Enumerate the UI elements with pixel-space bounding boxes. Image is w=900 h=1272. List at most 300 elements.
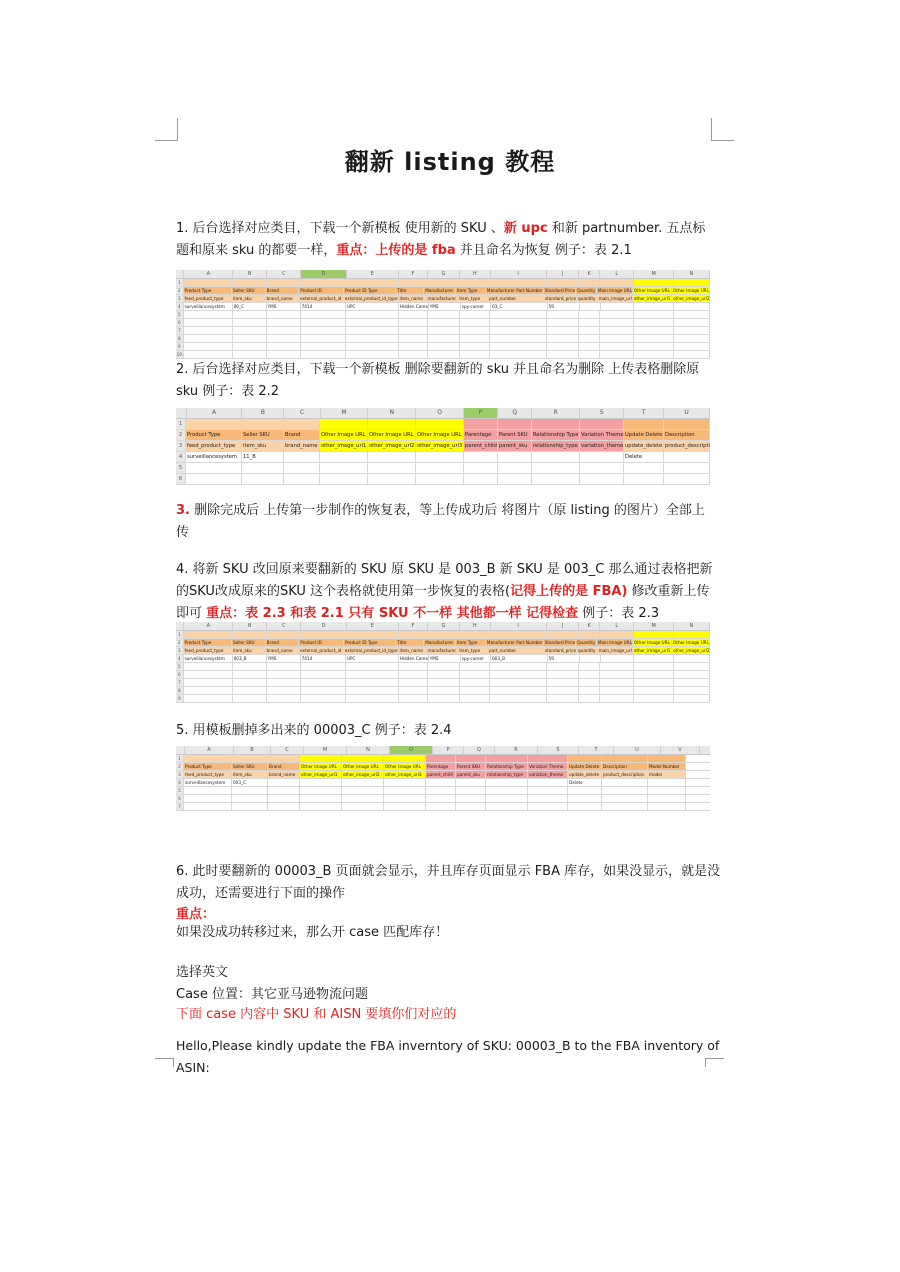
table-cell xyxy=(267,631,301,638)
table-cell: Brand xyxy=(284,430,320,440)
table-cell xyxy=(674,351,710,358)
table-cell xyxy=(547,319,579,326)
table-cell xyxy=(600,663,634,670)
table-cell xyxy=(648,787,686,794)
table-cell xyxy=(674,663,710,670)
table-cell: 7414 xyxy=(301,655,346,662)
table-cell xyxy=(600,279,634,286)
table-cell xyxy=(242,463,284,473)
row-number: 7 xyxy=(176,679,184,686)
row-number-corner xyxy=(176,408,187,418)
table-cell: Brand xyxy=(266,287,300,294)
table-cell: Other Image URL xyxy=(633,287,672,294)
table-cell xyxy=(580,419,624,429)
table-cell: parent_child xyxy=(426,771,456,778)
table-cell: product_descripti xyxy=(665,443,710,449)
row-number: 4 xyxy=(176,655,184,662)
table-cell xyxy=(464,463,498,473)
table-cell xyxy=(460,663,490,670)
table-cell: 11_B xyxy=(242,452,284,462)
table-cell xyxy=(547,351,579,358)
table-cell xyxy=(634,335,674,342)
table-cell xyxy=(233,631,267,638)
table-cell xyxy=(233,679,267,686)
table-cell: parent_sku xyxy=(456,771,486,778)
column-letter: C xyxy=(267,622,301,630)
table-row xyxy=(176,787,710,795)
table-cell xyxy=(301,351,346,358)
table-cell xyxy=(460,335,490,342)
table-cell xyxy=(428,695,460,702)
key-point-text: 如果没成功转移过来，那么开 case 匹配库存！ xyxy=(176,925,449,940)
table-cell: Other Image URL xyxy=(300,763,342,770)
table-cell: Product ID Type xyxy=(344,639,396,646)
step-4-text-cont: 修改重新上传即可 xyxy=(176,584,710,621)
row-number-corner xyxy=(176,622,184,630)
table-cell xyxy=(346,311,399,318)
table-cell: item_sku xyxy=(232,295,266,302)
table-cell xyxy=(490,679,547,686)
table-cell: Update Delete xyxy=(568,763,602,770)
table-cell xyxy=(384,755,426,762)
table-cell xyxy=(428,311,460,318)
table-cell: relationship_type xyxy=(486,771,528,778)
table-cell xyxy=(346,351,399,358)
table-cell xyxy=(267,279,301,286)
table-cell: Other Image URL xyxy=(368,430,416,440)
table-cell xyxy=(342,755,384,762)
table-cell: Title xyxy=(396,639,424,646)
column-letter: R xyxy=(532,408,580,418)
table-cell xyxy=(568,803,602,810)
table-cell xyxy=(498,463,532,473)
table-cell xyxy=(634,687,674,694)
table-cell: item_name xyxy=(399,295,427,302)
table-cell xyxy=(301,343,346,350)
table-cell xyxy=(428,279,460,286)
table-cell: feed_product_type xyxy=(184,295,232,302)
table-cell: Brand xyxy=(268,763,300,770)
column-letter: C xyxy=(284,408,320,418)
table-cell xyxy=(634,311,674,318)
table-cell: other_image_url2 xyxy=(342,771,384,778)
table-row xyxy=(176,419,710,430)
table-cell xyxy=(267,319,301,326)
table-cell xyxy=(634,319,674,326)
table-cell: Hidden Came xyxy=(399,656,429,661)
table-cell xyxy=(184,803,232,810)
table-row xyxy=(176,351,710,359)
table-cell xyxy=(368,452,416,462)
step-4-paragraph xyxy=(176,559,716,625)
table-cell xyxy=(399,279,427,286)
column-letter: K xyxy=(579,622,600,630)
table-cell xyxy=(579,327,600,334)
table-cell xyxy=(184,671,233,678)
table-cell: other_image_url3 xyxy=(384,771,426,778)
table-row xyxy=(176,679,710,687)
table-cell: external_product_id_type xyxy=(344,648,398,653)
table-cell xyxy=(342,779,384,786)
row-number: 3 xyxy=(176,441,186,451)
table-cell xyxy=(624,474,664,484)
column-letter: M xyxy=(321,408,369,418)
table-cell xyxy=(267,335,301,342)
table-cell: Update Delete xyxy=(625,432,663,438)
table-cell xyxy=(399,319,427,326)
table-cell xyxy=(486,803,528,810)
step-4-text: 4. 将新 SKU 改回原来要翻新的 SKU 原 SKU 是 003_B 新 SKU 是 003_C 那么通过表格把新的SKU改成原来的SKU 这个表格就使用第一步恢复的表格( xyxy=(176,562,713,599)
table-cell xyxy=(346,631,399,638)
table-cell xyxy=(284,452,320,462)
column-letter: E xyxy=(347,622,400,630)
table-cell xyxy=(233,663,267,670)
table-cell xyxy=(242,419,284,429)
table-cell xyxy=(233,319,267,326)
table-cell xyxy=(346,327,399,334)
table-cell: Seller SKU xyxy=(242,430,284,440)
table-row xyxy=(176,663,710,671)
table-cell xyxy=(233,671,267,678)
table-cell xyxy=(384,787,426,794)
table-cell xyxy=(674,671,710,678)
table-cell xyxy=(579,279,600,286)
table-cell xyxy=(601,303,635,310)
table-row xyxy=(176,441,710,452)
row-number: 5 xyxy=(176,663,184,670)
table-cell xyxy=(428,335,460,342)
table-cell xyxy=(579,663,600,670)
table-cell: part_number xyxy=(488,295,544,302)
table-cell xyxy=(268,787,300,794)
table-cell: YMS xyxy=(267,655,301,662)
column-letter: D xyxy=(301,622,346,630)
table-cell xyxy=(346,663,399,670)
column-letter: N xyxy=(674,622,710,630)
table-cell xyxy=(579,671,600,678)
table-cell xyxy=(268,755,300,762)
table-cell xyxy=(267,695,301,702)
table-cell xyxy=(634,671,674,678)
table-cell xyxy=(579,679,600,686)
column-letter: I xyxy=(491,622,547,630)
table-cell xyxy=(267,327,301,334)
table-cell: Description xyxy=(602,763,648,770)
table-cell xyxy=(600,671,634,678)
column-letter: P xyxy=(433,746,464,754)
column-letter: B xyxy=(233,270,267,278)
table-cell: Product Type xyxy=(184,639,232,646)
table-cell: Product Type xyxy=(184,763,232,770)
table-cell: Other Image URL xyxy=(320,430,368,440)
table-cell: Item Type xyxy=(456,287,486,294)
table-cell xyxy=(301,327,346,334)
column-header-row xyxy=(176,408,710,419)
table-cell: item_type xyxy=(458,647,488,654)
table-row xyxy=(176,795,710,803)
table-cell: Seller SKU xyxy=(232,287,266,294)
table-cell xyxy=(568,795,602,802)
column-letter: J xyxy=(547,622,579,630)
table-cell xyxy=(460,687,490,694)
table-cell xyxy=(634,695,674,702)
table-cell xyxy=(368,419,416,429)
table-cell: Variation Theme xyxy=(581,432,624,438)
table-cell: UPC xyxy=(346,303,399,310)
table-cell: spy-camer xyxy=(461,303,491,310)
table-cell xyxy=(674,335,710,342)
table-cell xyxy=(301,663,346,670)
column-letter: F xyxy=(399,622,428,630)
table-cell xyxy=(600,351,634,358)
table-cell: Other Image URL xyxy=(416,430,464,440)
table-cell xyxy=(528,779,568,786)
table-cell xyxy=(674,679,710,686)
table-cell xyxy=(460,695,490,702)
table-cell: Standard Price xyxy=(544,288,576,293)
table-cell xyxy=(460,351,490,358)
column-letter: E xyxy=(347,270,400,278)
table-cell: Quantity xyxy=(577,288,596,293)
table-row xyxy=(176,287,710,295)
table-cell xyxy=(579,631,600,638)
table-cell xyxy=(648,755,686,762)
table-cell xyxy=(674,655,710,662)
table-cell xyxy=(300,787,342,794)
table-row xyxy=(176,335,710,343)
table-row xyxy=(176,295,710,303)
table-row xyxy=(176,687,710,695)
table-cell xyxy=(490,311,547,318)
row-number: 5 xyxy=(176,463,186,473)
page-corner-mark xyxy=(711,118,734,141)
row-number: 5 xyxy=(176,787,184,794)
table-cell: Product Type xyxy=(184,287,232,294)
row-number: 7 xyxy=(176,803,184,810)
table-cell xyxy=(399,343,427,350)
table-cell xyxy=(456,755,486,762)
row-number: 2 xyxy=(176,639,184,646)
table-cell: manufacturer xyxy=(427,295,459,302)
basic-group-label xyxy=(624,419,664,429)
table-cell xyxy=(532,463,580,473)
table-cell xyxy=(547,671,579,678)
table-row xyxy=(176,755,710,763)
table-cell: Description xyxy=(664,430,710,440)
page-corner-mark xyxy=(155,1058,174,1067)
table-cell: Main Image URL xyxy=(597,640,632,645)
table-cell xyxy=(428,327,460,334)
table-row xyxy=(176,311,710,319)
table-cell xyxy=(267,351,301,358)
column-header-row xyxy=(176,622,710,631)
table-cell xyxy=(490,687,547,694)
table-cell xyxy=(346,687,399,694)
table-cell xyxy=(648,795,686,802)
table-cell xyxy=(232,787,268,794)
table-cell xyxy=(634,303,674,310)
table-cell xyxy=(602,787,648,794)
column-header-row xyxy=(176,746,710,755)
table-cell xyxy=(490,631,547,638)
table-cell xyxy=(486,755,528,762)
column-letter: L xyxy=(600,270,634,278)
table-row xyxy=(176,771,710,779)
table-cell xyxy=(568,787,602,794)
table-cell xyxy=(186,474,242,484)
table-cell xyxy=(528,787,568,794)
table-cell xyxy=(342,795,384,802)
table-cell xyxy=(460,631,490,638)
table-cell: item_type xyxy=(458,295,488,302)
table-cell xyxy=(346,671,399,678)
table-cell xyxy=(602,779,648,786)
table-cell: brand_name xyxy=(265,295,299,302)
case-fill-instruction: 下面 case 内容中 SKU 和 AISN 要填你们对应的 xyxy=(176,1007,457,1022)
table-cell xyxy=(579,319,600,326)
table-cell xyxy=(267,687,301,694)
row-number: 6 xyxy=(176,319,184,326)
table-row xyxy=(176,639,710,647)
table-cell xyxy=(600,311,634,318)
table-cell xyxy=(284,463,320,473)
table-cell xyxy=(428,671,460,678)
column-letter: D xyxy=(301,270,346,278)
table-cell xyxy=(368,463,416,473)
table-cell xyxy=(624,463,664,473)
table-cell xyxy=(600,679,634,686)
table-cell: Other Image URL xyxy=(342,763,384,770)
table-cell: feed_product_type xyxy=(186,441,242,451)
step-3-text: 删除完成后 上传第一步制作的恢复表，等上传成功后 将图片（原 listing 的图片）全部上传 xyxy=(176,503,705,540)
table-cell xyxy=(579,335,600,342)
table-cell: item_sku xyxy=(232,771,268,778)
table-cell xyxy=(674,311,710,318)
table-cell xyxy=(456,795,486,802)
table-cell xyxy=(232,795,268,802)
table-cell xyxy=(460,279,490,286)
table-cell: 003_B xyxy=(233,655,267,662)
table-cell: YMS xyxy=(429,655,461,662)
table-cell xyxy=(426,803,456,810)
column-letter: B xyxy=(242,408,284,418)
column-letter: M xyxy=(304,746,347,754)
row-number: 7 xyxy=(176,327,184,334)
table-cell xyxy=(416,452,464,462)
table-cell xyxy=(579,343,600,350)
table-row xyxy=(176,695,710,703)
column-letter: H xyxy=(460,622,490,630)
table-cell xyxy=(428,679,460,686)
table-cell: item_sku xyxy=(232,647,266,654)
table-cell: Other Image URL xyxy=(673,640,710,645)
table-cell: Parent SKU xyxy=(456,763,486,770)
table-cell xyxy=(460,311,490,318)
case-message-text: Hello,Please kindly update the FBA inverntory of SKU: 00003_B to the FBA inventory of ASIN: xyxy=(176,1038,720,1075)
table-cell xyxy=(498,474,532,484)
row-number: 3 xyxy=(176,295,184,302)
table-2-3 xyxy=(176,622,710,700)
table-cell xyxy=(634,343,674,350)
table-cell xyxy=(547,343,579,350)
table-cell xyxy=(399,631,427,638)
table-cell xyxy=(267,343,301,350)
table-cell: standard_price xyxy=(544,296,577,301)
table-cell: brand_name xyxy=(268,771,300,778)
table-cell xyxy=(184,795,232,802)
column-letter: G xyxy=(428,622,460,630)
step-1-text-cont: 和新 partnumber. 五点标题和原来 sku 的都要一样， xyxy=(176,221,706,258)
table-cell xyxy=(428,351,460,358)
table-cell xyxy=(399,687,427,694)
table-cell xyxy=(428,687,460,694)
table-cell: parent_child xyxy=(465,443,497,449)
step-2-paragraph: 2. 后台选择对应类目，下载一个新模板 删除要翻新的 sku 并且命名为删除 上传表格删除原 sku 例子：表 2.2 xyxy=(176,362,700,399)
images-group-label xyxy=(320,419,368,429)
table-cell: 59 xyxy=(548,303,580,310)
table-row xyxy=(176,647,710,655)
table-cell xyxy=(490,671,547,678)
table-row xyxy=(176,279,710,287)
table-cell: surveillancesystem xyxy=(186,452,242,462)
table-cell xyxy=(460,671,490,678)
table-cell xyxy=(460,319,490,326)
table-cell xyxy=(426,787,456,794)
table-cell xyxy=(301,319,346,326)
table-cell: external_product_id xyxy=(299,647,344,654)
table-cell xyxy=(674,303,710,310)
table-cell xyxy=(547,279,579,286)
table-cell xyxy=(301,631,346,638)
table-cell xyxy=(416,463,464,473)
column-letter: A xyxy=(184,622,233,630)
step-3-paragraph xyxy=(176,500,716,544)
column-letter: B xyxy=(233,622,267,630)
table-cell xyxy=(490,319,547,326)
table-cell xyxy=(301,671,346,678)
table-cell xyxy=(498,419,532,429)
table-cell xyxy=(600,319,634,326)
table-row xyxy=(176,463,710,474)
column-letter: N xyxy=(674,270,710,278)
table-cell xyxy=(428,663,460,670)
table-cell xyxy=(547,679,579,686)
table-cell xyxy=(368,474,416,484)
table-cell xyxy=(184,679,233,686)
table-cell: 7414 xyxy=(301,303,346,310)
table-cell xyxy=(267,679,301,686)
table-cell xyxy=(184,335,233,342)
table-cell xyxy=(268,779,300,786)
table-cell: main_image_url xyxy=(598,648,632,653)
table-cell xyxy=(486,795,528,802)
page-corner-mark xyxy=(155,118,178,141)
row-number-corner xyxy=(176,270,184,278)
table-cell xyxy=(267,663,301,670)
step-1-example: 并且命名为恢复 例子：表 2.1 xyxy=(455,243,632,258)
table-cell xyxy=(490,351,547,358)
step-1-paragraph xyxy=(176,218,716,262)
table-row xyxy=(176,803,710,811)
table-cell xyxy=(600,335,634,342)
table-cell: model xyxy=(648,771,686,778)
column-letter: B xyxy=(234,746,271,754)
row-number: 6 xyxy=(176,671,184,678)
table-cell xyxy=(528,755,568,762)
table-cell xyxy=(233,695,267,702)
row-number: 10 xyxy=(176,352,182,357)
template-title-cell xyxy=(186,419,242,429)
